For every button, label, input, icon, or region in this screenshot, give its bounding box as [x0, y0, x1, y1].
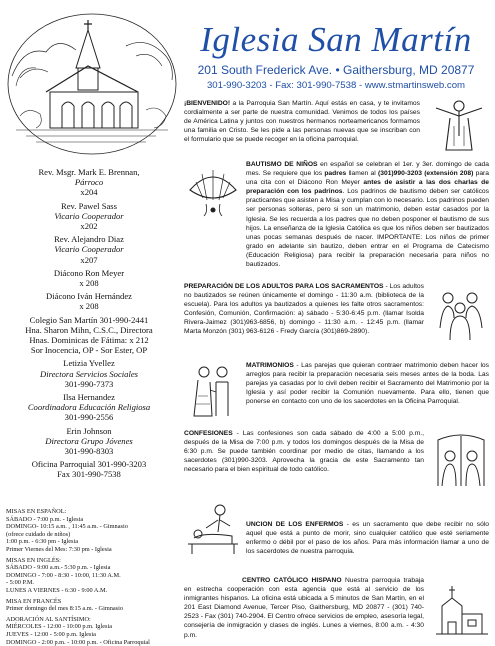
- staff-name: Ilsa Hernandez: [3, 392, 175, 402]
- mass-line: MIÉRCOLES - 12:00 - 10:00 p.m. Iglesia: [6, 623, 178, 631]
- staff-role: Coordinadora Educación Religiosa: [3, 402, 175, 412]
- church-address: 201 South Frederick Ave. • Gaithersburg, MD 20877: [186, 63, 486, 77]
- staff-name: Rev. Pawel Sass: [3, 201, 175, 211]
- staff-ext: x202: [3, 221, 175, 231]
- marriage-paragraph: [246, 361, 489, 406]
- confession-paragraph: [184, 429, 424, 474]
- sick-paragraph: [246, 520, 489, 556]
- mass-heading: ADORACIÓN AL SANTÍSIMO:: [6, 616, 178, 624]
- mass-line: SÁBADO - 9:00 a.m.- 5:30 p.m. - Iglesia: [6, 564, 178, 572]
- wedding-couple-icon: [184, 360, 242, 420]
- baptism-shell-icon: [184, 160, 242, 218]
- baptism-intro: [246, 160, 489, 269]
- hispanic-center-paragraph: [184, 576, 424, 640]
- mass-line: SÁBADO - 7:00 p.m. - Iglesia: [6, 516, 178, 524]
- sick-text: - es un sacramento que debe recibir no sólo aquel que está a punto de morir, sino cualquier católico que esté seriamente enfermo o débil por el paso de los años. Para más información llamar a uno de los sacerdotes de nuestra parroquia.: [246, 521, 489, 555]
- confession-lead: CONFESIONES: [184, 430, 233, 437]
- staff-phone: 301-990-2556: [3, 412, 175, 422]
- mass-line: JUEVES - 12:00 - 5:00 p.m. Iglesia: [6, 631, 178, 639]
- staff-name: Diácono Ron Meyer: [3, 268, 175, 278]
- school-director: Hna. Sharon Mihn, C.S.C., Directora: [3, 325, 175, 335]
- contact-line: 301-990-3203 - Fax: 301-990-7538 - www.stmartinsweb.com: [186, 80, 486, 91]
- marriage-text: - Las parejas que quieran contraer matrimonio deben hacer los arreglos para recibir la preparación necesaria seis meses antes de la boda. Las parejas ya casadas por lo civil deben recibir el Sacramento del Matrimonio por la Iglesia y así poder recibir la Comunión nuevamente. Para ello, tienen que ponerse en contacto con uno de los sacerdotes en la Oficina Parroquial.: [246, 362, 489, 405]
- hispanic-center-text: Nuestra parroquia trabaja en estrecha cooperación con esta agencia que está al servicio de los inmigrantes hispanos. La oficina está ubicada a 5 minutos de San Martín, en el 201 East Diamond Avenue, Tercer Piso, Gaithersburg, MD 20877 - (301) 740-2523 - Fax (301) 740-2904. El Centro ofrece servicios de empleo, asesoría legal, consejería de inmigración y clases de inglés. Lunes a viernes, 8:00 a.m. - 4:30 p.m.: [184, 577, 424, 639]
- school-phone: Colegio San Martín 301-990-2441: [3, 315, 175, 325]
- mass-heading: MISA EN FRANCÉS: [6, 598, 178, 606]
- staff-directory: [3, 167, 175, 480]
- mass-line: Primer domingo del mes 8:15 a.m. - Gimnasio: [6, 605, 178, 613]
- church-drawing: [6, 6, 178, 156]
- anointing-icon: [184, 500, 242, 558]
- hispanic-center-lead: CENTRO CATÓLICO HISPANO: [242, 577, 342, 584]
- staff-role: Directora Servicios Sociales: [3, 369, 175, 379]
- staff-role: Vicario Cooperador: [3, 244, 175, 254]
- mass-line: DOMINGO - 2:00 p.m. - 10:00 p.m. - Oficina Parroquial: [6, 639, 178, 646]
- staff-phone: 301-990-8303: [3, 446, 175, 456]
- community-icon: [432, 580, 490, 636]
- risen-christ-icon: [428, 96, 490, 154]
- adults-paragraph: [184, 282, 424, 337]
- welcome-text: a la Parroquia San Martín. Aquí estás en casa, y te invitamos cordialmente a ser parte de nuestra comunidad. Venimos de todos los países de América Latina y juntos con nuestros hermanos norteamericanos formamos una familia en Cristo. Se les pide a las personas nuevas que se inscriban con el formulario que se puede recoger en la oficina parroquial.: [184, 100, 420, 143]
- office-phone: Oficina Parroquial 301-990-3203: [3, 459, 175, 469]
- mass-schedule: [6, 505, 178, 646]
- welcome-paragraph: [184, 99, 420, 144]
- mass-line: DOMINGO- 10:15 a.m. , 11:45 a.m. - Gimnasio: [6, 523, 178, 531]
- dominican-sisters: Hnas. Dominicas de Fátima: x 212: [3, 335, 175, 345]
- marriage-lead: MATRIMONIOS: [246, 362, 294, 369]
- staff-ext: x 208: [3, 278, 175, 288]
- welcome-lead: ¡BIENVENIDO!: [184, 100, 230, 107]
- mass-line: 1:00 p.m. - 6:30 pm - Iglesia: [6, 538, 178, 546]
- baptism-emphasis: (301)990-3203 (extensión 208): [378, 170, 473, 177]
- staff-name: Letizia Yvellez: [3, 358, 175, 368]
- staff-ext: x 208: [3, 301, 175, 311]
- staff-ext: x207: [3, 255, 175, 265]
- mass-heading: MISAS EN ESPAÑOL:: [6, 508, 178, 516]
- baptism-text: . Los padrinos de bautismo deben ser católicos practicantes que asisten a Misa y cumplan con lo necesario. Los padrinos pueden ser personas solteras, pero si son un matrimonio, deben estar casados por la Iglesia. Se les recuerda a los padres que no deben posponer el bautismo de sus hijos. La enseñanza de la Iglesia Católica es que los niños deben ser bautizados unas pocas semanas después de nacer. IMPORTANTE: Los niños de primer grado en adelante sin bautizo, deben entrar en el Programa de Catecismo (Educación Religiosa) para recibir la preparación necesaria para niños no bautizados.: [246, 188, 489, 268]
- mass-line: DOMINGO - 7:00 - 8:30 - 10:00, 11:30 A.M.: [6, 572, 178, 580]
- staff-role: Párroco: [3, 177, 175, 187]
- staff-name: Rev. Msgr. Mark E. Brennan,: [3, 167, 175, 177]
- office-fax: Fax 301-990-7538: [3, 469, 175, 479]
- mass-line: - 5:00 P.M.: [6, 579, 178, 587]
- staff-ext: x204: [3, 187, 175, 197]
- baptism-text: en español se celebran el 1er. y 3er. domingo de cada mes. Se requiere que los: [246, 161, 489, 177]
- baptism-text: para una cita con el Diácono Ron Meyer: [246, 170, 489, 186]
- staff-role: Directora Grupo Jóvenes: [3, 436, 175, 446]
- mass-line: Primer Viernes del Mes: 7:30 pm - Iglesia: [6, 546, 178, 554]
- staff-name: Erin Johnson: [3, 426, 175, 436]
- mass-heading: MISAS EN INGLÉS:: [6, 557, 178, 565]
- adults-lead: PREPARACIÓN DE LOS ADULTOS PARA LOS SACRAMENTOS: [184, 283, 383, 290]
- page-title: Iglesia San Martín: [186, 20, 486, 60]
- baptism-lead: BAUTISMO DE NIÑOS: [246, 161, 318, 168]
- staff-role: Vicario Cooperador: [3, 211, 175, 221]
- sisters-names: Sor Inocencia, OP - Sor Ester, OP: [3, 345, 175, 355]
- confession-text: - Las confesiones son cada sábado de 4:00 a 5:00 p.m., después de la Misa de 7:00 p.m. y todos los domingos después de la Misa de 6:30 p.m. Se puede también coordinar por medio de citas, llamando a los sacerdotes (301)990-3203. Aprovecha la gracia de este Sacramento tan necesario para el bien espiritual de todo católico.: [184, 430, 424, 473]
- sick-lead: UNCION DE LOS ENFERMOS: [246, 521, 343, 528]
- mass-line: LUNES A VIERNES - 6:30 - 9:00 A.M.: [6, 587, 178, 595]
- mass-line: (ofrece cuidado de niños): [6, 531, 178, 539]
- adults-group-icon: [432, 286, 490, 342]
- baptism-text: llamen al: [346, 170, 378, 177]
- adults-text: - Los adultos no bautizados se reúnen únicamente el domingo - 11:30 a.m. (biblioteca de la escuela). Para los adultos ya bautizados a quienes les falte otros sacramentos: Confesión, Comunión, Confirmación: a) sábado - 5:30-6:45 p.m. (llamar Isolda Rivera-Jaimez (301)963-6856, b) domingo - 11:30 a.m. - 12:45 p.m. (llamar Marta Monzón (301) 963-6126 - Fredy García (301)869-2890).: [184, 283, 424, 335]
- staff-name: Rev. Alejandro Diaz: [3, 234, 175, 244]
- staff-phone: 301-990-7373: [3, 379, 175, 389]
- baptism-emphasis: padres: [324, 170, 346, 177]
- confession-icon: [432, 430, 490, 488]
- baptism-emphasis: antes de asistir a las dos charlas de preparación con los padrinos: [246, 179, 489, 195]
- staff-name: Diácono Iván Hernández: [3, 291, 175, 301]
